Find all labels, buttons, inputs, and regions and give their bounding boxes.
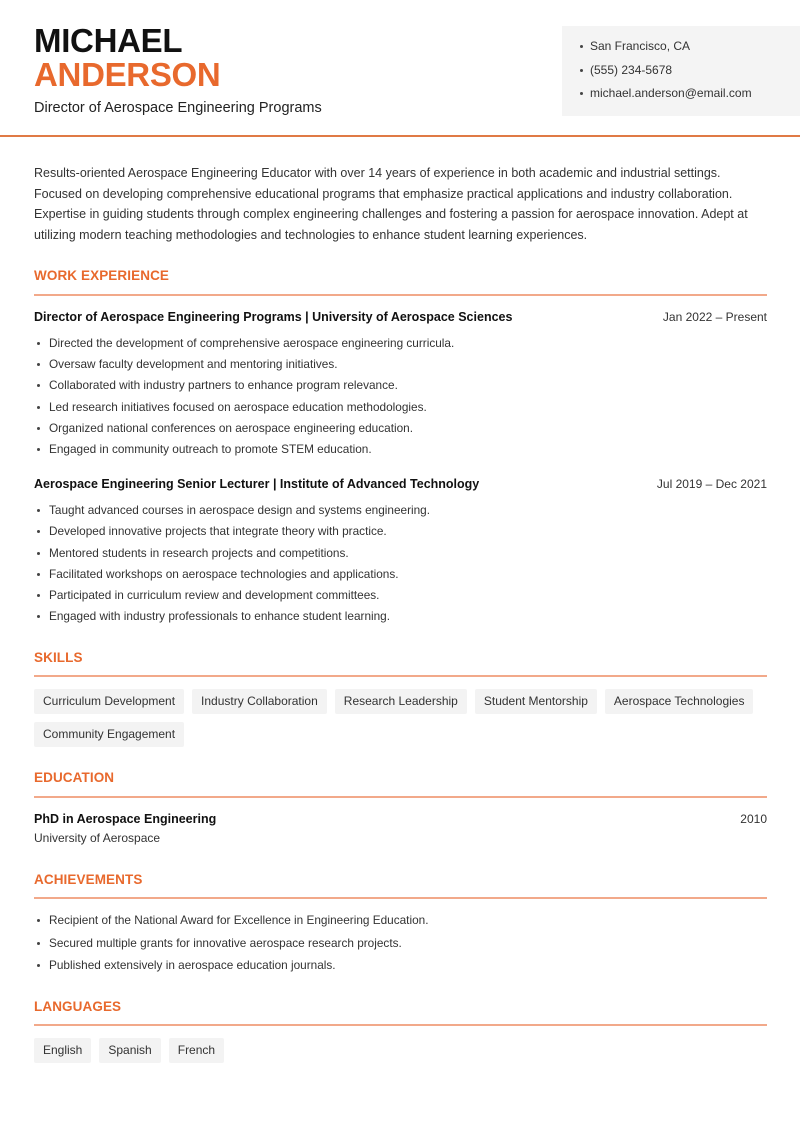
list-item: Directed the development of comprehensive aerospace engineering curricula.	[34, 336, 454, 357]
contact-location: San Francisco, CA	[580, 38, 800, 62]
list-item: Mentored students in research projects and competitions.	[34, 546, 430, 567]
list-item: Led research initiatives focused on aerospace education methodologies.	[34, 400, 454, 421]
job-bullets	[34, 503, 430, 631]
job-date: Jan 2022 – Present	[662, 310, 767, 324]
list-item: Published extensively in aerospace education journals.	[34, 958, 428, 981]
bullet-icon	[37, 552, 40, 555]
bullet-icon	[37, 530, 40, 533]
skill-chip: Community Engagement	[34, 722, 184, 747]
skill-chip: Aerospace Technologies	[605, 689, 754, 714]
job-bullets	[34, 336, 454, 463]
contact-phone: (555) 234-5678	[580, 62, 800, 86]
education-school: University of Aerospace	[34, 831, 161, 845]
bullet-icon	[37, 964, 40, 967]
list-item: Developed innovative projects that integrate theory with practice.	[34, 524, 430, 545]
section-divider	[34, 897, 767, 899]
section-divider	[34, 1024, 767, 1026]
language-chip: Spanish	[99, 1038, 160, 1063]
job-header	[34, 310, 767, 324]
list-item: Recipient of the National Award for Excellence in Engineering Education.	[34, 913, 428, 936]
bullet-icon	[37, 615, 40, 618]
bullet-icon	[37, 427, 40, 430]
skills-list	[34, 689, 774, 747]
bullet-icon	[37, 573, 40, 576]
list-item: Facilitated workshops on aerospace technologies and applications.	[34, 567, 430, 588]
bullet-icon	[580, 92, 583, 95]
section-title-achievements: ACHIEVEMENTS	[34, 872, 143, 887]
bullet-icon	[37, 342, 40, 345]
candidate-name	[34, 24, 220, 92]
list-item: Collaborated with industry partners to enhance program relevance.	[34, 378, 454, 399]
contact-email[interactable]: michael.anderson@email.com	[580, 85, 800, 109]
job-header	[34, 477, 767, 491]
section-divider	[34, 294, 767, 296]
skill-chip: Industry Collaboration	[192, 689, 327, 714]
bullet-icon	[37, 406, 40, 409]
bullet-icon	[580, 45, 583, 48]
section-divider	[34, 796, 767, 798]
job-role: Aerospace Engineering Senior Lecturer | Institute of Advanced Technology	[34, 477, 480, 491]
contact-box	[562, 26, 800, 116]
section-divider	[34, 675, 767, 677]
list-item: Taught advanced courses in aerospace design and systems engineering.	[34, 503, 430, 524]
section-title-skills: SKILLS	[34, 650, 83, 665]
skill-chip: Curriculum Development	[34, 689, 184, 714]
bullet-icon	[580, 69, 583, 72]
bullet-icon	[37, 363, 40, 366]
bullet-icon	[37, 509, 40, 512]
skill-chip: Student Mentorship	[475, 689, 597, 714]
job-title: Director of Aerospace Engineering Programs	[34, 100, 322, 116]
education-header	[34, 812, 767, 826]
list-item: Oversaw faculty development and mentoring initiatives.	[34, 357, 454, 378]
bullet-icon	[37, 448, 40, 451]
bullet-icon	[37, 384, 40, 387]
list-item: Participated in curriculum review and development committees.	[34, 588, 430, 609]
job-role: Director of Aerospace Engineering Programs | University of Aerospace Sciences	[34, 310, 513, 324]
summary-paragraph: Results-oriented Aerospace Engineering Educator with over 14 years of experience in both academic and industrial settings. Focused on developing comprehensive educational programs that emphasize practical applications and industry collaboration. Expertise in guiding students through complex engineering challenges and fostering a passion for aerospace innovation. Adept at utilizing modern teaching methodologies and technologies to enhance student learning experiences.	[34, 166, 748, 243]
section-title-languages: LANGUAGES	[34, 999, 122, 1014]
list-item: Engaged with industry professionals to enhance student learning.	[34, 609, 430, 630]
resume-header	[0, 0, 800, 137]
section-title-work-experience: WORK EXPERIENCE	[34, 268, 170, 283]
last-name: ANDERSON	[34, 56, 221, 93]
language-chip: English	[34, 1038, 91, 1063]
education-year: 2010	[740, 812, 767, 826]
achievements-list	[34, 913, 428, 981]
bullet-icon	[37, 594, 40, 597]
first-name: MICHAEL	[34, 22, 183, 59]
skill-chip: Research Leadership	[335, 689, 467, 714]
section-title-education: EDUCATION	[34, 770, 115, 785]
bullet-icon	[37, 919, 40, 922]
job-date: Jul 2019 – Dec 2021	[656, 477, 767, 491]
list-item: Engaged in community outreach to promote STEM education.	[34, 442, 454, 463]
bullet-icon	[37, 942, 40, 945]
education-degree: PhD in Aerospace Engineering	[34, 812, 217, 826]
list-item: Organized national conferences on aerospace engineering education.	[34, 421, 454, 442]
languages-list	[34, 1038, 774, 1063]
language-chip: French	[169, 1038, 224, 1063]
list-item: Secured multiple grants for innovative aerospace research projects.	[34, 936, 428, 959]
